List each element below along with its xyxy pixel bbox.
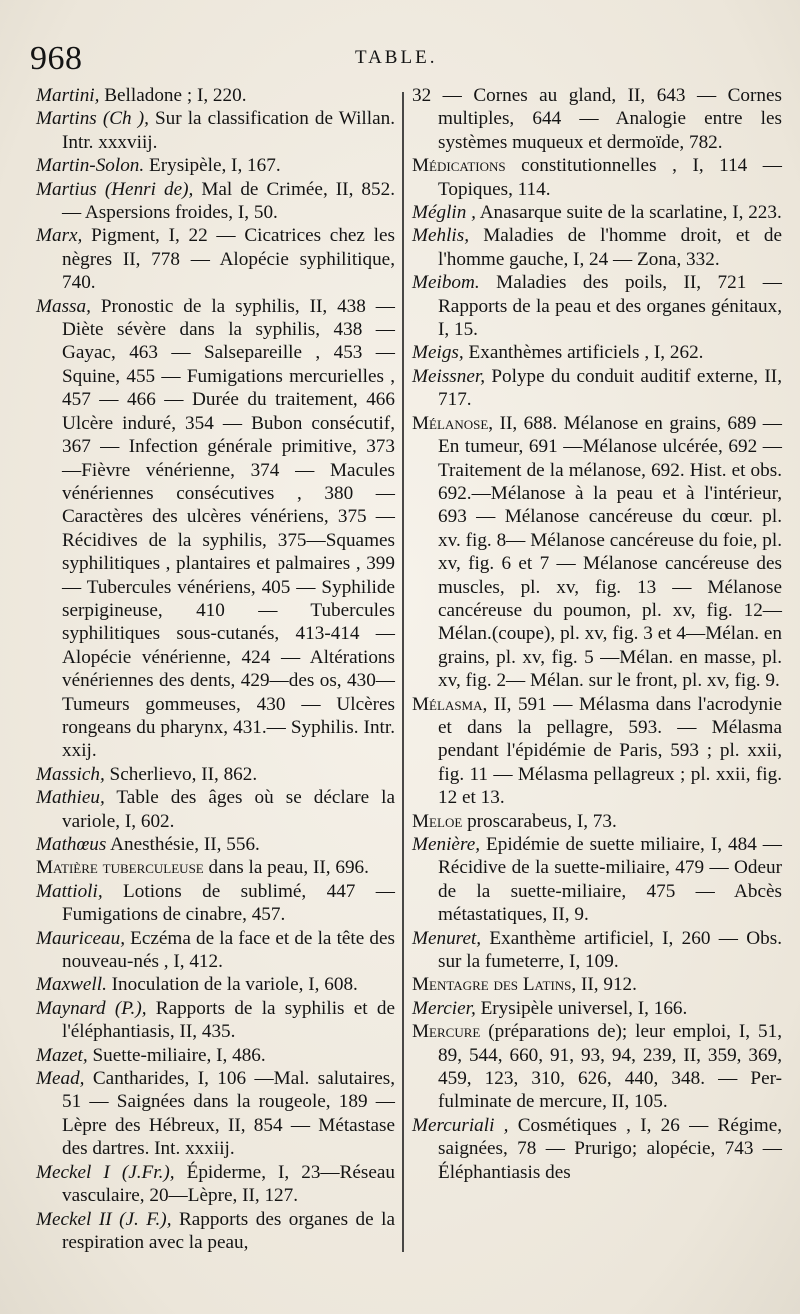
entry-text: Lotions de sublimé, 447 — Fumigations de cinabre, 457. xyxy=(62,880,395,926)
entry-heading: Meckel II (J. F.), xyxy=(36,1208,172,1230)
entry-heading: Menière, xyxy=(412,834,481,855)
entry-text: Exanthèmes artificiels , I, 262. xyxy=(463,342,704,364)
entry-text: Rapports des organes de la respiration avec la peau, xyxy=(62,1208,395,1253)
index-entry xyxy=(412,1020,782,1114)
entry-text: II, 591 — Mélasma dans l'acrodynie et dans la pellagre, 593. — Mélasma pendant l'épidémie de Paris, 593 ; pl. xxii, fig. 11 — Mélasma pellagreux ; pl. xxii, fig. 12 et 13. xyxy=(438,693,782,809)
entry-text: dans la peau, II, 696. xyxy=(203,857,369,879)
index-entry xyxy=(412,973,782,996)
entry-text: Erysipèle universel, I, 166. xyxy=(475,997,688,1019)
entry-heading: Mathœus xyxy=(36,834,107,855)
entry-text: Table des âges où se déclare la variole, I, 602. xyxy=(62,787,395,832)
index-entry xyxy=(36,1067,395,1161)
entry-text: Mal de Crimée, II, 852. — Aspersions froides, I, 50. xyxy=(62,178,395,224)
entry-heading: Meckel I (J.Fr.), xyxy=(36,1161,175,1183)
entry-heading: Meloe xyxy=(412,810,463,832)
index-column-left xyxy=(36,84,395,1254)
index-entry xyxy=(36,997,395,1044)
entry-text: Anesthésie, II, 556. xyxy=(106,834,260,855)
index-entry xyxy=(36,880,395,927)
index-entry xyxy=(412,154,782,201)
entry-heading: Martius (Henri de), xyxy=(36,178,194,200)
entry-heading: Massich, xyxy=(36,763,105,785)
index-entry xyxy=(412,84,782,154)
entry-text: 32 — Cornes au gland, II, 643 — Cornes multiples, 644 — Analogie entre les systèmes muqueux et dermoïde, 782. xyxy=(412,85,782,153)
index-entry xyxy=(412,365,782,412)
entry-text: Erysipèle, I, 167. xyxy=(144,155,281,177)
entry-heading: Méglin , xyxy=(412,202,476,224)
index-entry xyxy=(36,856,395,879)
index-entry xyxy=(36,763,395,786)
index-entry xyxy=(36,1161,395,1208)
index-entry xyxy=(412,693,782,810)
entry-heading: Mercuriali , xyxy=(412,1114,509,1136)
entry-text: Épiderme, I, 23—Réseau vasculaire, 20—Lèpre, II, 127. xyxy=(62,1161,396,1207)
entry-heading: Mazet, xyxy=(36,1044,88,1066)
index-entry xyxy=(412,1114,782,1184)
entry-text: II, 912. xyxy=(576,974,637,996)
index-entry xyxy=(36,786,395,833)
index-entry xyxy=(412,412,782,693)
entry-text: Epidémie de suette miliaire, I, 484 — Récidive de la suette-miliaire, 479 — Odeur de la suette-miliaire, 475 — Abcès métastatiques, II, 9. xyxy=(438,834,782,926)
index-entry xyxy=(36,833,395,856)
index-entry xyxy=(36,224,395,294)
entry-heading: Meibom. xyxy=(412,272,480,294)
entry-text: Sur la classification de Willan. Intr. xxxviij. xyxy=(62,108,395,153)
entry-heading: Mentagre des Latins, xyxy=(412,974,577,996)
entry-heading: Maxwell. xyxy=(36,974,107,996)
entry-text: Cantharides, I, 106 —Mal. salutaires, 51 — Saignées dans la rougeole, 189 — Lèpre des Hébreux, II, 854 — Métastase des dartres. Int. xxxiij. xyxy=(62,1068,395,1160)
page-number: 968 xyxy=(30,40,83,77)
entry-text: Pigment, I, 22 — Cicatrices chez les nègres II, 778 — Alopécie syphilitique, 740. xyxy=(62,225,395,294)
index-entry xyxy=(36,973,395,996)
entry-text: Pronostic de la syphilis, II, 438 — Diète sévère dans la syphilis, 438 — Gayac, 463 — Salsepareille , 453 — Squine, 455 — Fumigations mercurielles , 457 — 466 — Durée du traitement, 466 Ulcère induré, 354 — Bubon consécutif, 367 — Infection générale primitive, 373 —Fièvre vénérienne, 374 — Macules vénériennes consécutives , 380 — Caractères des ulcères vénériens, 375 — Récidives de la syphilis, 375—Squames syphilitiques , plantaires et palmaires , 399 — Tubercules vénériens, 405 — Syphilide serpigineuse, 410 — Tubercules syphilitiques sous-cutanés, 413-414 — Alopécie vénérienne, 424 — Altérations vénériennes des dents, 429—des os, 430— Tumeurs gommeuses, 430 — Ulcères rongeans du pharynx, 431.— Syphilis. Intr. xxij. xyxy=(62,295,395,762)
entry-heading: Médications xyxy=(412,155,506,177)
entry-text: proscarabeus, I, 73. xyxy=(462,810,617,832)
entry-heading: Marx, xyxy=(36,225,83,247)
index-entry xyxy=(412,997,782,1020)
entry-text: Cosmétiques , I, 26 — Régime, saignées, 78 — Prurigo; alopécie, 743 — Éléphantiasis des xyxy=(438,1114,783,1183)
entry-heading: Martini, xyxy=(36,85,100,106)
index-entry xyxy=(412,927,782,974)
entry-heading: Mauriceau, xyxy=(36,927,125,949)
entry-heading: Mead, xyxy=(36,1068,85,1090)
entry-text: II, 688. Mélanose en grains, 689 — En tumeur, 691 —Mélanose ulcérée, 692 — Traitement de la mélanose, 692. Hist. et obs. 692.—Mélanose à la peau et à l'intérieur, 693 — Mélanose cancéreuse du cœur. pl. xv. fig. 8— Mélanose cancéreuse du foie, pl. xv, fig. 6 et 7 — Mélanose cancéreuse des muscles, pl. xv, fig. 13 — Mélanose cancéreuse du poumon, pl. xv, fig. 12—Mélan.(coupe), pl. xv, fig. 3 et 4—Mélan. en grains, pl. xv, fig. 5 —Mélan. en masse, pl. xv, fig. 2— Mélan. sur le front, pl. xv, fig. 9. xyxy=(438,412,782,692)
index-entry xyxy=(412,224,782,271)
entry-text: Scherlievo, II, 862. xyxy=(104,763,258,785)
entry-heading: Martins (Ch ), xyxy=(36,108,149,130)
entry-text: constitutionnelles , I, 114 — Topiques, 114. xyxy=(438,155,782,200)
entry-text: Eczéma de la face et de la tête des nouveau-nés , I, 412. xyxy=(62,927,395,973)
entry-text: Exanthème artificiel, I, 260 — Obs. sur la fumeterre, I, 109. xyxy=(438,927,782,973)
entry-text: Polype du conduit auditif externe, II, 717. xyxy=(438,365,782,411)
entry-heading: Massa, xyxy=(36,295,91,317)
index-entry xyxy=(36,1044,395,1067)
entry-text: Maladies des poils, II, 721 — Rapports de la peau et des organes génitaux, I, 15. xyxy=(438,272,782,341)
entry-heading: Mélanose, xyxy=(412,412,494,434)
entry-heading: Mercier, xyxy=(412,997,476,1019)
index-entry xyxy=(36,927,395,974)
entry-text: Belladone ; I, 220. xyxy=(99,85,247,106)
entry-heading: Martin-Solon. xyxy=(36,155,145,177)
index-entry xyxy=(36,107,395,154)
entry-text: Suette-miliaire, I, 486. xyxy=(87,1044,266,1066)
index-entry xyxy=(412,271,782,341)
entry-text: Inoculation de la variole, I, 608. xyxy=(106,974,358,996)
entry-text: Maladies de l'homme droit, et de l'homme gauche, I, 24 — Zona, 332. xyxy=(438,225,782,270)
index-entry xyxy=(36,178,395,225)
entry-heading: Matière tuberculeuse xyxy=(36,857,204,879)
entry-heading: Mehlis, xyxy=(412,225,470,247)
index-entry xyxy=(36,295,395,763)
entry-heading: Meissner, xyxy=(412,365,486,387)
index-column-right xyxy=(412,84,782,1184)
index-entry xyxy=(412,201,782,224)
column-rule xyxy=(402,92,404,1252)
index-entry xyxy=(412,810,782,833)
index-entry xyxy=(412,833,782,927)
entry-text: (préparations de); leur emploi, I, 51, 89, 544, 660, 91, 93, 94, 239, II, 359, 369, 459, 123, 310, 626, 440, 348. — Per-fulminate de mercure, II, 105. xyxy=(438,1021,782,1113)
index-entry xyxy=(412,341,782,364)
entry-text: Anasarque suite de la scarlatine, I, 223. xyxy=(475,202,782,224)
index-entry xyxy=(36,84,395,107)
index-entry xyxy=(36,154,395,177)
entry-heading: Mattioli, xyxy=(36,880,103,902)
entry-heading: Menuret, xyxy=(412,927,482,949)
entry-heading: Mercure xyxy=(412,1021,481,1043)
index-entry xyxy=(36,1208,395,1255)
running-head: TABLE. xyxy=(355,47,438,68)
entry-heading: Meigs, xyxy=(412,342,464,364)
entry-heading: Mélasma, xyxy=(412,693,488,715)
entry-heading: Maynard (P.), xyxy=(36,997,147,1019)
entry-text: Rapports de la syphilis et de l'éléphantiasis, II, 435. xyxy=(62,997,396,1043)
entry-heading: Mathieu, xyxy=(36,787,105,809)
